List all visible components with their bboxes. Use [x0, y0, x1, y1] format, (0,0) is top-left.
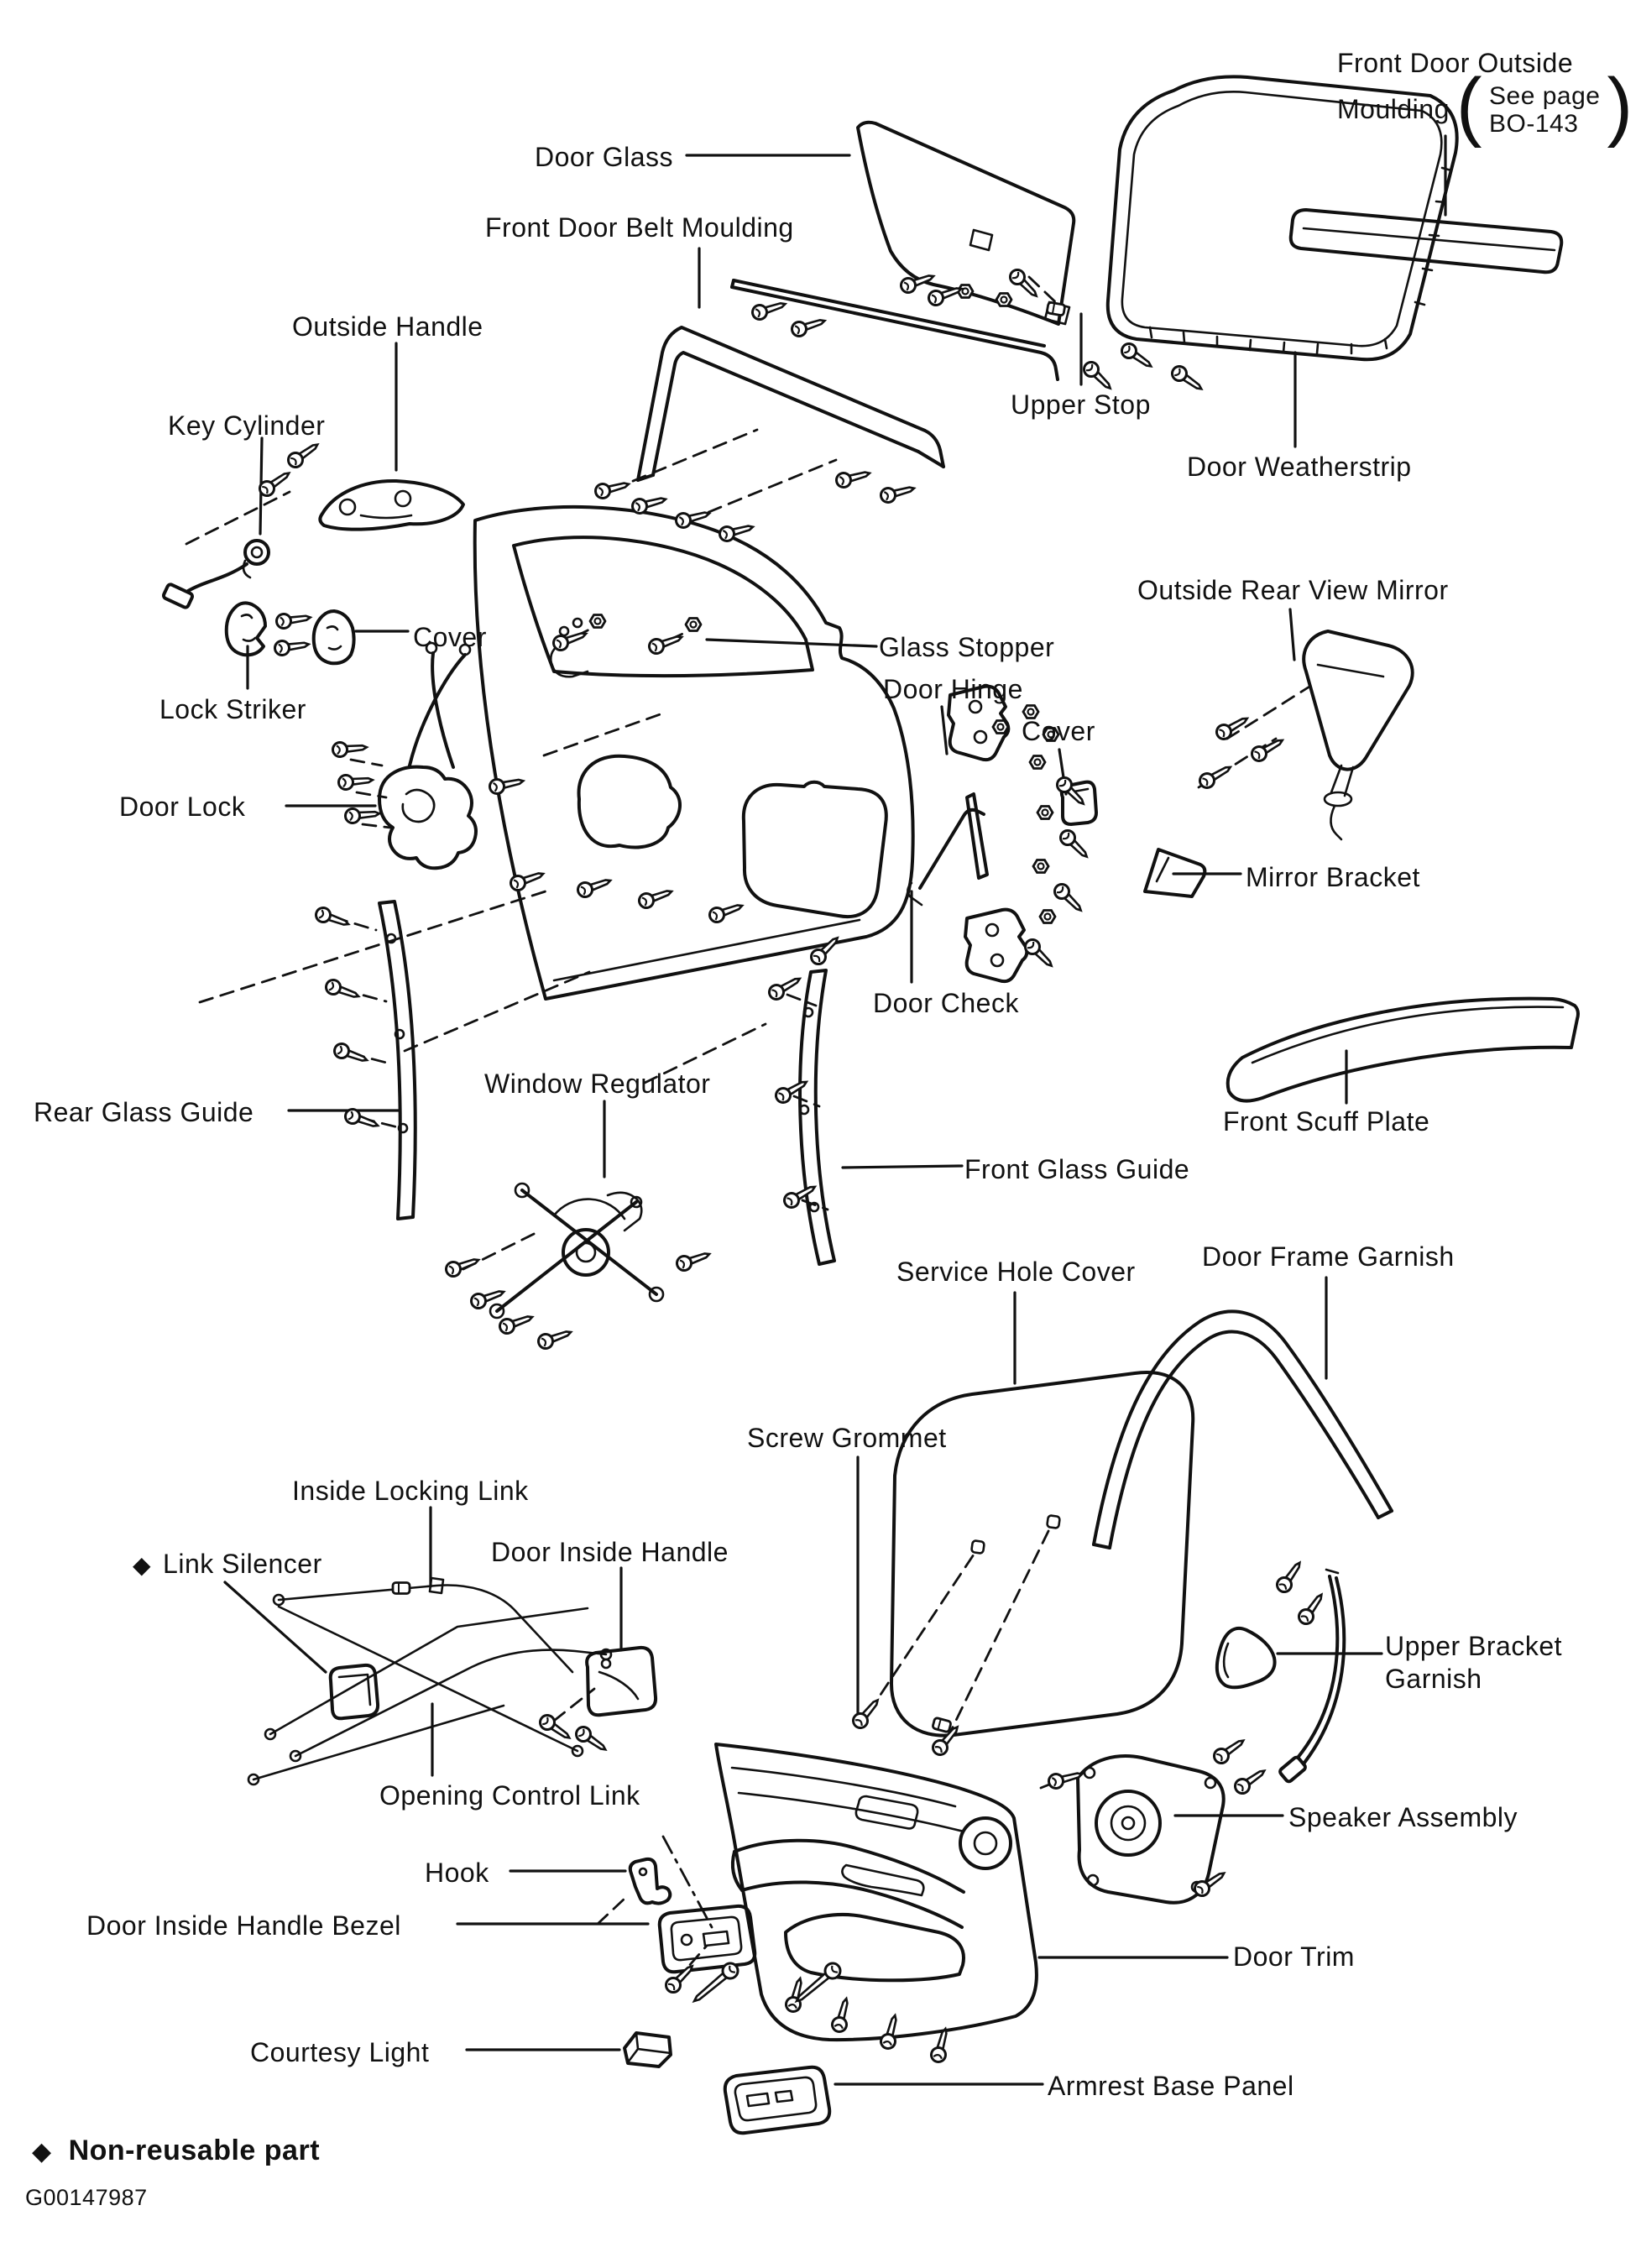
note-line: See page	[1489, 81, 1601, 110]
label-cover-hinge: Cover	[1022, 716, 1095, 746]
inside-locking-link-part	[248, 1578, 611, 1785]
front-door-belt-moulding-part	[638, 327, 943, 480]
bolt-icon	[996, 294, 1011, 306]
door-glass-part	[858, 123, 1074, 324]
label-key-cylinder: Key Cylinder	[168, 410, 326, 441]
label-outside-rear-view-mirror: Outside Rear View Mirror	[1137, 575, 1449, 605]
label-outside-handle: Outside Handle	[292, 311, 483, 342]
non-reusable-diamond-icon: ◆	[32, 2138, 52, 2166]
key-cylinder-part	[163, 541, 269, 609]
door-frame-garnish-part	[1094, 1311, 1392, 1548]
label-link-silencer	[133, 1548, 322, 1581]
label-door-check: Door Check	[873, 988, 1019, 1018]
front-glass-guide-part	[800, 970, 834, 1264]
leader-front-glass-guide	[843, 1166, 962, 1168]
label-text: Link Silencer	[163, 1549, 322, 1579]
door-lock-part	[379, 643, 476, 868]
label-speaker-assembly: Speaker Assembly	[1288, 1802, 1518, 1832]
label-door-inside-handle: Door Inside Handle	[491, 1537, 729, 1567]
outside-handle-part	[320, 481, 463, 530]
hook-part	[630, 1859, 671, 1904]
footnote-non-reusable	[32, 2134, 320, 2168]
glass-stopper-part	[590, 615, 701, 631]
label-front-glass-guide: Front Glass Guide	[964, 1154, 1190, 1184]
label-opening-control-link: Opening Control Link	[379, 1780, 640, 1811]
courtesy-light-part	[625, 2033, 671, 2067]
label-line: Upper Bracket	[1385, 1631, 1563, 1661]
rear-glass-guide-part	[379, 901, 415, 1219]
upper-bracket-garnish-part	[1217, 1628, 1275, 1687]
door-panel-part	[475, 507, 913, 999]
label-door-frame-garnish: Door Frame Garnish	[1202, 1241, 1455, 1272]
label-cover-striker: Cover	[413, 622, 487, 652]
front-door-outside-moulding-part	[1291, 210, 1562, 272]
leader-door-hinge	[942, 707, 947, 754]
see-page-note	[1489, 82, 1600, 138]
armrest-base-panel-part	[725, 2067, 829, 2133]
door-wiring-harness-part	[1278, 1570, 1344, 1783]
label-upper-stop: Upper Stop	[1011, 389, 1151, 420]
label-front-door-outside-moulding	[1337, 47, 1633, 149]
label-door-lock: Door Lock	[119, 792, 246, 822]
non-reusable-diamond-icon: ◆	[133, 1552, 152, 1578]
label-screw-grommet: Screw Grommet	[747, 1423, 947, 1453]
label-lock-striker: Lock Striker	[159, 694, 306, 724]
label-glass-stopper: Glass Stopper	[879, 632, 1055, 662]
door-check-part	[907, 794, 987, 905]
label-front-scuff-plate: Front Scuff Plate	[1223, 1106, 1430, 1137]
label-upper-bracket-garnish	[1385, 1630, 1562, 1696]
door-trim-part	[716, 1744, 1037, 2040]
label-mirror-bracket: Mirror Bracket	[1246, 862, 1420, 892]
note-line: BO-143	[1489, 109, 1579, 138]
figure-id: G00147987	[25, 2185, 148, 2210]
window-regulator-part	[490, 1184, 663, 1318]
label-service-hole-cover: Service Hole Cover	[896, 1257, 1136, 1287]
label-rear-glass-guide: Rear Glass Guide	[34, 1097, 254, 1127]
label-window-regulator: Window Regulator	[484, 1069, 711, 1099]
label-hook: Hook	[425, 1858, 489, 1888]
door-inside-handle-bezel-part	[660, 1906, 755, 1972]
label-inside-locking-link: Inside Locking Link	[292, 1476, 529, 1506]
weatherstrip-clip-ticks	[1150, 168, 1451, 353]
paren-open-glyph: (	[1455, 63, 1482, 149]
door-inside-handle-part	[587, 1648, 656, 1715]
label-courtesy-light: Courtesy Light	[250, 2037, 430, 2067]
front-scuff-plate-part	[1228, 999, 1578, 1101]
leader-glass-stopper	[707, 640, 876, 646]
label-door-glass: Door Glass	[535, 142, 674, 172]
outside-rear-view-mirror-part	[1304, 631, 1412, 839]
label-door-inside-handle-bezel: Door Inside Handle Bezel	[86, 1910, 401, 1941]
paren-close-glyph: )	[1607, 63, 1633, 149]
label-armrest-base-panel: Armrest Base Panel	[1048, 2071, 1294, 2101]
lock-striker-part	[227, 603, 265, 655]
label-line: Front Door Outside	[1337, 48, 1574, 78]
label-door-weatherstrip: Door Weatherstrip	[1187, 452, 1412, 482]
link-silencer-part	[331, 1665, 378, 1718]
label-door-trim: Door Trim	[1233, 1941, 1355, 1972]
label-front-door-belt-moulding: Front Door Belt Moulding	[485, 212, 794, 243]
label-line: Garnish	[1385, 1664, 1482, 1695]
leader-outside-rear-view-mirror	[1290, 609, 1294, 660]
door-hinge-lower-part	[965, 910, 1027, 981]
striker-cover-part	[314, 611, 354, 663]
label-line: Moulding	[1337, 94, 1450, 125]
footnote-text: Non-reusable part	[68, 2135, 321, 2166]
label-door-hinge: Door Hinge	[883, 674, 1023, 704]
